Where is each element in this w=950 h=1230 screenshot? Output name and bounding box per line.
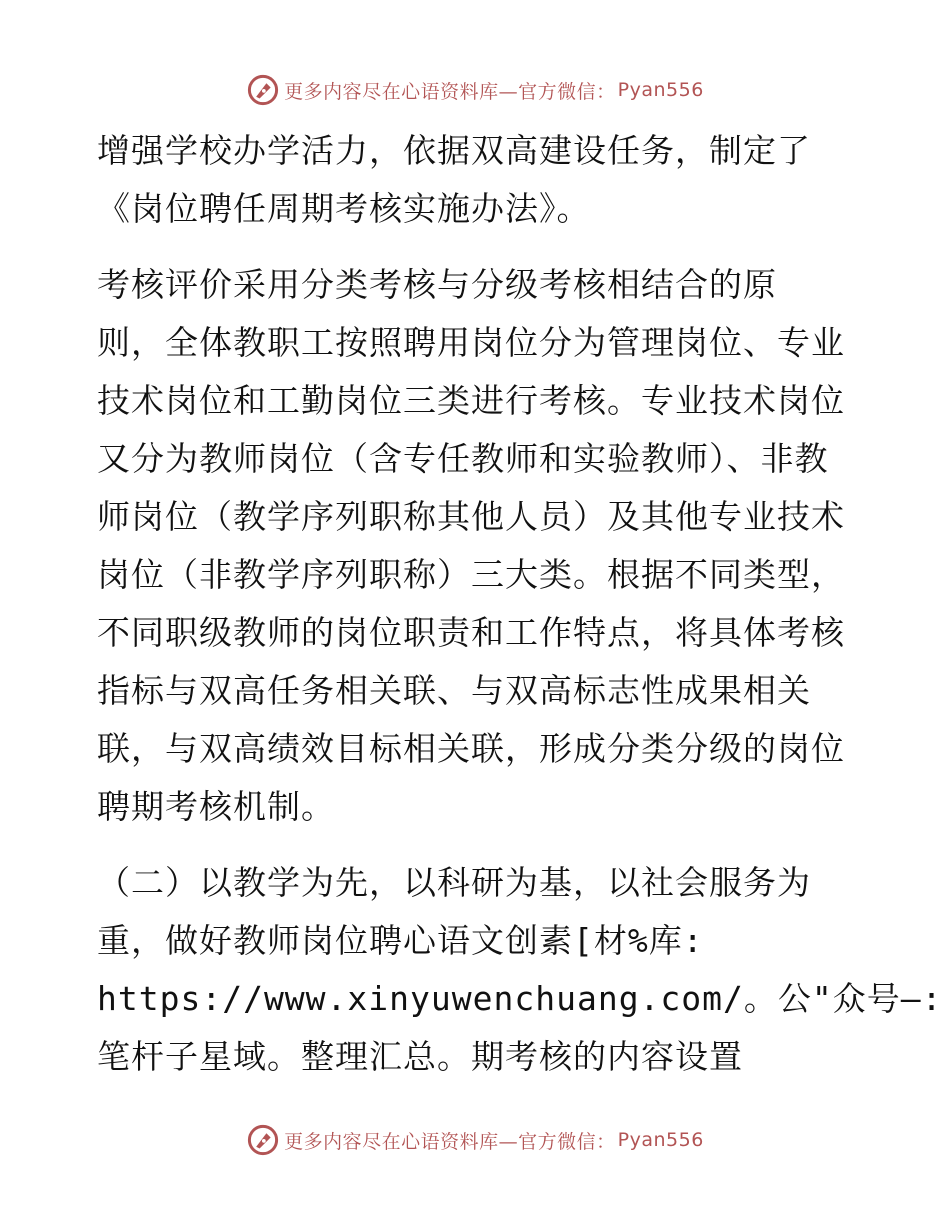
watermark-header — [0, 70, 950, 110]
pen-nib-logo-icon — [246, 73, 280, 107]
paragraph-line: 技术岗位和工勤岗位三类进行考核。专业技术岗位 — [97, 381, 845, 420]
paragraph-1 — [97, 122, 857, 238]
paragraph-line: 联，与双高绩效目标相关联，形成分类分级的岗位 — [97, 729, 845, 768]
paragraph-line: 不同职级教师的岗位职责和工作特点，将具体考核 — [97, 613, 845, 652]
paragraph-line: 则，全体教职工按照聘用岗位分为管理岗位、专业 — [97, 323, 845, 362]
paragraph-2 — [97, 256, 857, 836]
paragraph-line: 考核评价采用分类考核与分级考核相结合的原 — [97, 265, 777, 304]
paragraph-line: 增强学校办学活力，依据双高建设任务，制定了 — [97, 131, 811, 170]
paragraph-line: 师岗位（教学序列职称其他人员）及其他专业技术 — [97, 497, 845, 536]
paragraph-line: 重，做好教师岗位聘心语文创素[材%库: — [97, 921, 704, 960]
paragraph-line: 《岗位聘任周期考核实施办法》。 — [97, 189, 591, 228]
watermark-text: 更多内容尽在心语资料库—官方微信： — [284, 1130, 616, 1153]
watermark-footer — [0, 1120, 950, 1160]
watermark-contact: Pyan556 — [617, 79, 704, 101]
paragraph-line: 笔杆子星域。整理汇总。期考核的内容设置 — [97, 1037, 743, 1076]
pen-nib-logo-icon — [246, 1123, 280, 1157]
watermark-text: 更多内容尽在心语资料库—官方微信： — [284, 80, 616, 103]
watermark-contact: Pyan556 — [617, 1129, 704, 1151]
paragraph-line: https://www.xinyuwenchuang.com/。公"众号—: — [97, 979, 943, 1018]
paragraph-line: 聘期考核机制。 — [97, 787, 335, 826]
paragraph-line: 岗位（非教学序列职称）三大类。根据不同类型， — [97, 555, 845, 594]
paragraph-line: 指标与双高任务相关联、与双高标志性成果相关 — [97, 671, 811, 710]
paragraph-line: 又分为教师岗位（含专任教师和实验教师）、非教 — [97, 439, 829, 478]
paragraph-line: （二）以教学为先，以科研为基，以社会服务为 — [97, 863, 811, 902]
paragraph-3 — [97, 854, 943, 1086]
document-body — [97, 122, 943, 1086]
